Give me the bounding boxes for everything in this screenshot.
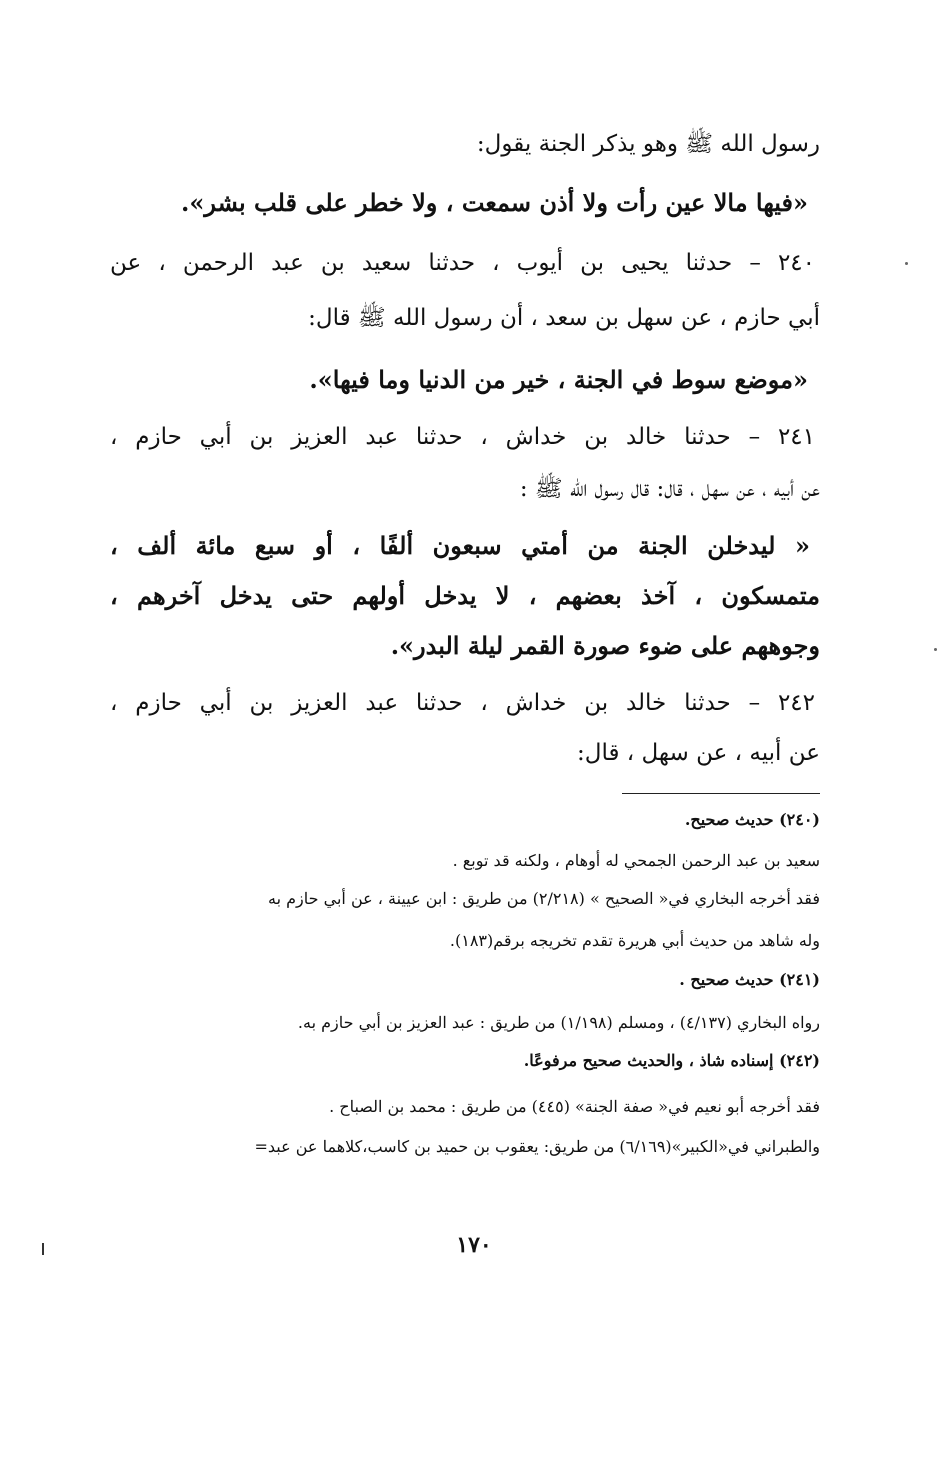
footnote-242-line-1: فقد أخرجه أبو نعيم في« صفة الجنة» (٤٤٥) من طريق : محمد بن الصباح . [329, 1097, 820, 1116]
hadith-text-3-b: متمسكون ، آخذ بعضهم ، لا يدخل أولهم حتى يدخل آخرهم ، [110, 581, 820, 610]
footnote-242-grade-text: (٢٤٢) إسناده شاذ ، والحديث صحيح مرفوعًا. [523, 1051, 820, 1070]
edge-mark [42, 1243, 44, 1255]
footnote-240-line-3: وله شاهد من حديث أبي هريرة تقدم تخريجه برقم(١٨٣). [449, 931, 820, 950]
scan-speck [934, 648, 937, 651]
scan-speck [905, 262, 908, 265]
footnote-240-line-1: سعيد بن عبد الرحمن الجمحي له أوهام ، ولكنه قد توبع . [452, 851, 820, 870]
text-line-1: رسول الله ﷺ وهو يذكر الجنة يقول: [476, 131, 820, 157]
text-line-241-a: ٢٤١ – حدثنا خالد بن خداش ، حدثنا عبد العزيز بن أبي حازم ، [110, 424, 815, 450]
page-number: ١٧٠ [456, 1232, 492, 1258]
footnote-240-grade-text: (٢٤٠) حديث صحيح. [684, 810, 820, 829]
hadith-text-3-a: « ليدخلن الجنة من أمتي سبعون ألفًا ، أو سبع مائة ألف ، [110, 531, 810, 560]
footnote-241-grade [145, 967, 820, 993]
text-line-242-b: عن أبيه ، عن سهل ، قال: [577, 740, 820, 766]
footnote-240-line-2: فقد أخرجه البخاري في« الصحيح » (٢/٢١٨) من طريق : ابن عيينة ، عن أبي حازم به [268, 889, 820, 908]
footnote-separator [622, 793, 820, 794]
hadith-text-3-c: وجوههم على ضوء صورة القمر ليلة البدر». [390, 631, 820, 660]
text-line-240-b: أبي حازم ، عن سهل بن سعد ، أن رسول الله ﷺ قال: [308, 305, 820, 331]
text-line-241-b: عن أبيه ، عن سهل ، قال: قال رسول الله ﷺ : [519, 476, 820, 502]
text-line-240-a: ٢٤٠ – حدثنا يحيى بن أيوب ، حدثنا سعيد بن عبد الرحمن ، عن [110, 250, 815, 276]
hadith-text-2: «موضع سوط في الجنة ، خير من الدنيا وما فيها». [309, 365, 808, 394]
hadith-text-1: «فيها مالا عين رأت ولا أذن سمعت ، ولا خطر على قلب بشر». [180, 188, 808, 217]
footnote-241-line-1: رواه البخاري (٤/١٣٧) ، ومسلم (١/١٩٨) من طريق : عبد العزيز بن أبي حازم به. [297, 1013, 820, 1032]
footnote-242-grade [145, 1048, 820, 1074]
text-line-242-a: ٢٤٢ – حدثنا خالد بن خداش ، حدثنا عبد العزيز بن أبي حازم ، [110, 690, 815, 716]
footnote-242-line-2: والطبراني في«الكبير»(٦/١٦٩) من طريق: يعقوب بن حميد بن كاسب،كلاهما عن عبد= [254, 1137, 820, 1156]
footnote-240-grade [145, 807, 820, 833]
footnote-241-grade-text: (٢٤١) حديث صحيح . [679, 970, 820, 989]
